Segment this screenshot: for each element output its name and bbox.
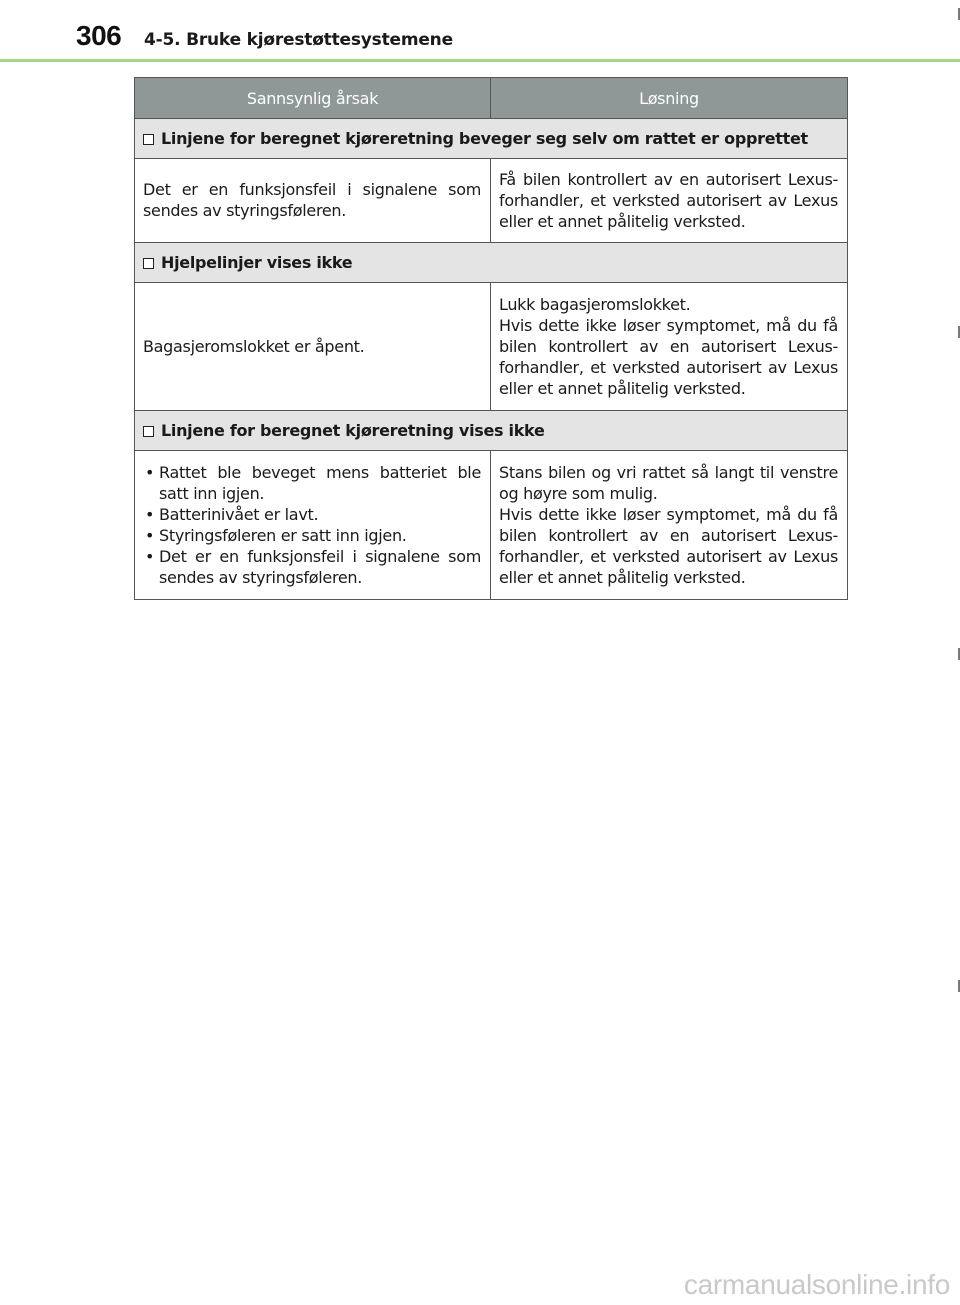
header-rule	[0, 59, 960, 62]
checkbox-icon	[143, 426, 154, 437]
cause-cell	[135, 283, 491, 411]
solution-line: Hvis dette ikke løser symptomet, må du få bilen kontrollert av en autorisert Lexus-forhandler, et verksted autorisert av Lexus eller et annet pålitelig verksted.	[499, 504, 838, 587]
table-header-row	[135, 78, 848, 119]
page-number: 306	[76, 20, 122, 51]
checkbox-icon	[143, 258, 154, 269]
checkbox-icon	[143, 134, 154, 145]
section-row	[135, 243, 848, 283]
column-header-solution: Løsning	[491, 78, 848, 119]
list-item: • Det er en funksjonsfeil i signalene som sendes av styringsføleren.	[143, 546, 481, 588]
table-row	[135, 159, 848, 243]
section-row	[135, 119, 848, 159]
section-row	[135, 411, 848, 451]
solution-line: Hvis dette ikke løser symptomet, må du få bilen kontrollert av en autorisert Lexus-forhandler, et verksted autorisert av Lexus eller et annet pålitelig verksted.	[499, 315, 838, 398]
page-header	[0, 0, 960, 62]
column-header-cause: Sannsynlig årsak	[135, 78, 491, 119]
table-row	[135, 451, 848, 600]
list-item: • Batterinivået er lavt.	[143, 504, 481, 525]
solution-cell	[491, 451, 848, 600]
cause-text: Det er en funksjonsfeil i signalene som sendes av styringsføleren.	[143, 180, 481, 220]
cause-text: Bagasjeromslokket er åpent.	[143, 336, 365, 356]
solution-line: Lukk bagasjeromslokket.	[499, 294, 691, 314]
list-item: • Rattet ble beveget mens batteriet ble satt inn igjen.	[143, 462, 481, 504]
solution-line: Stans bilen og vri rattet så langt til venstre og høyre som mulig.	[499, 462, 838, 503]
table-row	[135, 283, 848, 411]
troubleshooting-table	[134, 77, 848, 600]
list-item: • Styringsføleren er satt inn igjen.	[143, 525, 481, 546]
cause-cell	[135, 451, 491, 600]
section-title-3: Linjene for beregnet kjøreretning vises ikke	[161, 421, 545, 440]
solution-cell	[491, 283, 848, 411]
section-title-1: Linjene for beregnet kjøreretning beveger seg selv om rattet er opprettet	[161, 129, 808, 148]
solution-cell	[491, 159, 848, 243]
solution-text: Få bilen kontrollert av en autorisert Lexus-forhandler, et verksted autorisert av Lexus eller et annet pålitelig verksted.	[499, 169, 838, 231]
watermark: carmanualsonline.info	[683, 1269, 950, 1300]
section-title-2: Hjelpelinjer vises ikke	[161, 253, 353, 272]
cause-list	[143, 462, 481, 588]
section-title: 4-5. Bruke kjørestøttesystemene	[144, 30, 453, 50]
cause-cell	[135, 159, 491, 243]
